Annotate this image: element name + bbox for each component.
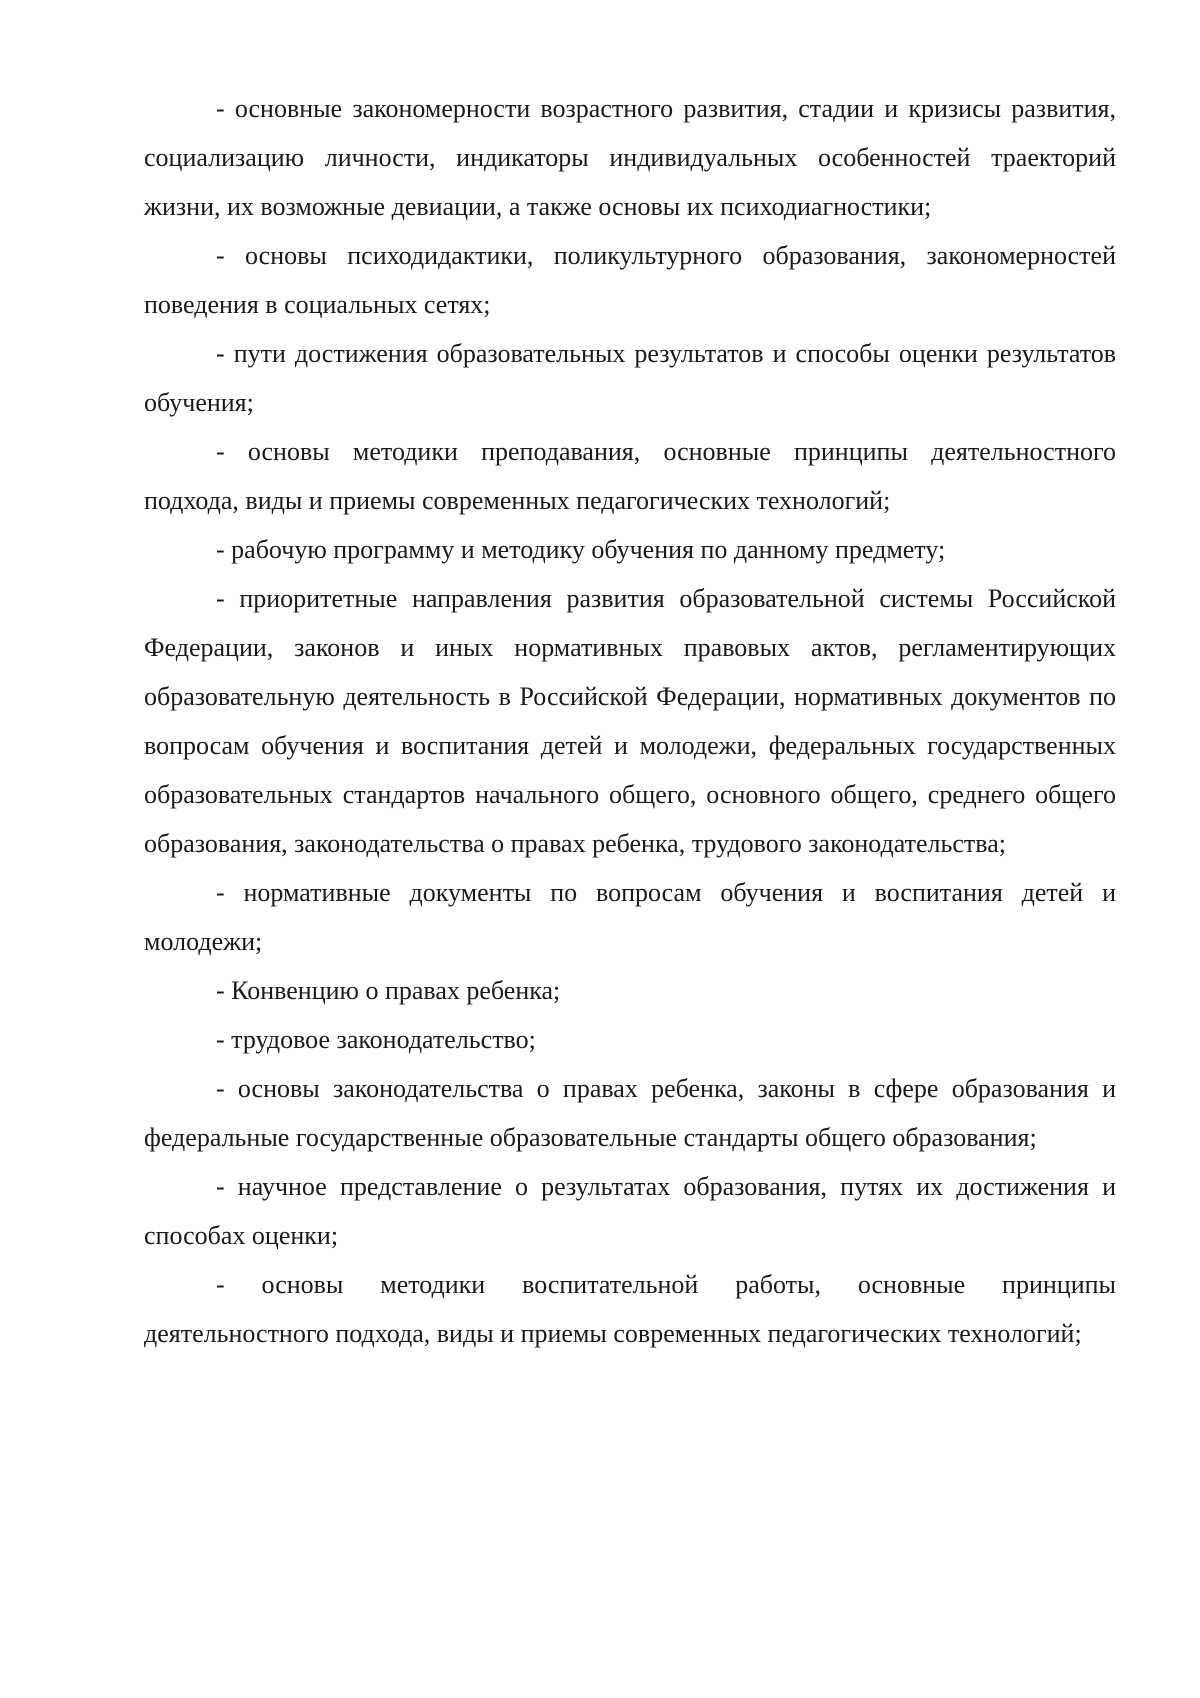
list-item: - основы методики воспитательной работы, основные принципы деятельностного подхода, виды и приемы современных педагогических технологий; (144, 1270, 1116, 1348)
list-item: - рабочую программу и методику обучения по данному предмету; (216, 535, 946, 564)
list-item: - трудовое законодательство; (216, 1025, 536, 1054)
list-item: - основы психодидактики, поликультурного образования, закономерностей поведения в социальных сетях; (144, 241, 1116, 319)
list-item: - основные закономерности возрастного развития, стадии и кризисы развития, социализацию личности, индикаторы индивидуальных особенностей траекторий жизни, их возможные девиации, а также основы их психодиагностики; (144, 94, 1116, 221)
list-item: - основы методики преподавания, основные принципы деятельностного подхода, виды и приемы современных педагогических технологий; (144, 437, 1116, 515)
list-item: - пути достижения образовательных результатов и способы оценки результатов обучения; (144, 339, 1116, 417)
list-item: - научное представление о результатах образования, путях их достижения и способах оценки; (144, 1172, 1116, 1250)
list-item: - нормативные документы по вопросам обучения и воспитания детей и молодежи; (144, 878, 1116, 956)
list-item: - Конвенцию о правах ребенка; (216, 976, 561, 1005)
document-body (144, 84, 1116, 1358)
list-item: - приоритетные направления развития образовательной системы Российской Федерации, законов и иных нормативных правовых актов, регламентирующих образовательную деятельность в Российской Федерации, нормативных документов по вопросам обучения и воспитания детей и молодежи, федеральных государственных образовательных стандартов начального общего, основного общего, среднего общего образования, законодательства о правах ребенка, трудового законодательства; (144, 584, 1116, 858)
list-item: - основы законодательства о правах ребенка, законы в сфере образования и федеральные государственные образовательные стандарты общего образования; (144, 1074, 1116, 1152)
